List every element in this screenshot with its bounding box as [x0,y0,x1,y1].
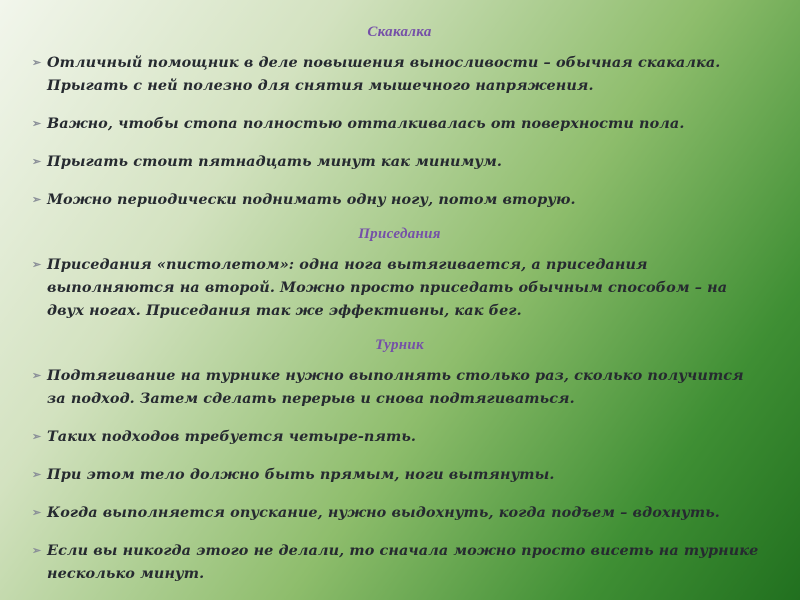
section-jump-rope [32,24,767,211]
list-item [32,51,767,97]
bullet-arrow-icon: ➢ [32,468,42,481]
list-item-text: Подтягивание на турнике нужно выполнять столько раз, сколько получится за подход. Затем сделать перерыв и снова подтягиваться. [47,367,744,407]
list-item-text: Приседания «пистолетом»: одна нога вытягивается, а приседания выполняются на второй. Можно просто приседать обычным способом – на двух ногах. Приседания так же эффективны, как бег. [47,256,728,319]
bullet-arrow-icon: ➢ [32,193,42,206]
list-item [32,150,767,173]
list-item [32,253,767,322]
bullet-arrow-icon: ➢ [32,258,42,271]
bullet-arrow-icon: ➢ [32,56,42,69]
list-item-text: Когда выполняется опускание, нужно выдохнуть, когда подъем – вдохнуть. [47,504,720,521]
list-item-text: Отличный помощник в деле повышения выносливости – обычная скакалка. Прыгать с ней полезно для снятия мышечного напряжения. [47,54,721,94]
section-heading: Скакалка [367,24,432,40]
section-pullup-bar [32,337,767,585]
list-item [32,501,767,524]
list-item [32,463,767,486]
section-heading: Приседания [358,226,441,242]
slide-content [32,24,767,600]
list-item [32,188,767,211]
section-heading: Турник [375,337,424,353]
list-item [32,425,767,448]
list-item-text: Если вы никогда этого не делали, то сначала можно просто висеть на турнике несколько минут. [47,542,759,582]
list-item [32,364,767,410]
bullet-arrow-icon: ➢ [32,369,42,382]
list-item [32,112,767,135]
list-item-text: Таких подходов требуется четыре-пять. [47,428,417,445]
bullet-arrow-icon: ➢ [32,430,42,443]
list-item-text: Важно, чтобы стопа полностью отталкивалась от поверхности пола. [47,115,685,132]
bullet-arrow-icon: ➢ [32,117,42,130]
section-squats [32,226,767,322]
bullet-arrow-icon: ➢ [32,544,42,557]
list-item-text: При этом тело должно быть прямым, ноги вытянуты. [47,466,555,483]
list-item-text: Можно периодически поднимать одну ногу, потом вторую. [47,191,576,208]
bullet-arrow-icon: ➢ [32,506,42,519]
list-item [32,539,767,585]
list-item-text: Прыгать стоит пятнадцать минут как минимум. [47,153,502,170]
bullet-arrow-icon: ➢ [32,155,42,168]
